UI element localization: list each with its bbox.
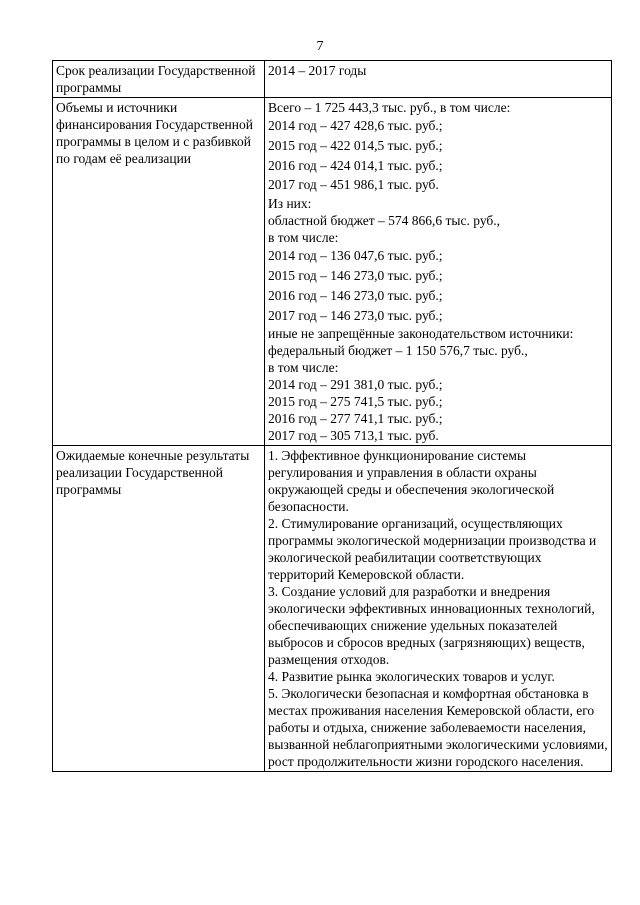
regional-incl-label: в том числе: [268, 230, 339, 246]
expected-result-item: 5. Экологически безопасная и комфортная обстановка в местах проживания населения Кемеровской области, его работы и отдыха, снижение заболеваемости населения, вызванной неблагоприятными экологическими условиями, рост продолжительности жизни городского населения. [268, 686, 608, 770]
table-row [53, 446, 612, 772]
row-label-period: Срок реализации Государственной программы [53, 61, 265, 98]
funding-year-line: 2015 год – 422 014,5 тыс. руб.; [268, 137, 443, 153]
table-row [53, 98, 612, 446]
regional-year-line: 2017 год – 146 273,0 тыс. руб.; [268, 307, 443, 323]
funding-year-line: 2017 год – 451 986,1 тыс. руб. [268, 177, 439, 193]
federal-year-line: 2014 год – 291 381,0 тыс. руб.; [268, 377, 443, 393]
federal-incl-label: в том числе: [268, 360, 339, 376]
results-cell [265, 446, 612, 772]
federal-budget-total: федеральный бюджет – 1 150 576,7 тыс. руб., [268, 343, 528, 359]
federal-year-line: 2016 год – 277 741,1 тыс. руб.; [268, 411, 443, 427]
funding-year-line: 2014 год – 427 428,6 тыс. руб.; [268, 118, 443, 133]
expected-result-item: 4. Развитие рынка экологических товаров и услуг. [268, 669, 555, 685]
regional-year-line: 2016 год – 146 273,0 тыс. руб.; [268, 287, 443, 303]
federal-year-line: 2017 год – 305 713,1 тыс. руб. [268, 428, 439, 444]
federal-year-line: 2015 год – 275 741,5 тыс. руб.; [268, 394, 443, 410]
funding-of-which: Из них: [268, 196, 312, 212]
row-label-results: Ожидаемые конечные результаты реализации Государственной программы [53, 446, 265, 772]
regional-year-line: 2015 год – 146 273,0 тыс. руб.; [268, 267, 443, 283]
regional-budget-total: областной бюджет – 574 866,6 тыс. руб., [268, 213, 501, 229]
funding-total: Всего – 1 725 443,3 тыс. руб., в том числе: [268, 100, 511, 115]
page-number: 7 [316, 39, 324, 54]
expected-result-item: 1. Эффективное функционирование системы регулирования и управления в области охраны окружающей среды и обеспечения экологической безопасности. [268, 448, 555, 515]
other-sources-label: иные не запрещённые законодательством источники: [268, 326, 574, 342]
row-value-period: 2014 – 2017 годы [265, 61, 612, 98]
funding-year-line: 2016 год – 424 014,1 тыс. руб.; [268, 157, 443, 173]
table-row [53, 61, 612, 98]
expected-result-item: 2. Стимулирование организаций, осуществляющих программы экологической модернизации производства и экологической реабилитации соответствующих территорий Кемеровской области. [268, 516, 597, 583]
regional-year-line: 2014 год – 136 047,6 тыс. руб.; [268, 248, 443, 264]
funding-cell [265, 98, 612, 446]
program-passport-table [52, 60, 612, 772]
row-label-funding: Объемы и источники финансирования Государственной программы в целом и с разбивкой по годам её реализации [53, 98, 265, 446]
expected-result-item: 3. Создание условий для разработки и внедрения экологически эффективных инновационных технологий, обеспечивающих снижение удельных показателей выбросов и сбросов вредных (загрязняющих) веществ, размещения отходов. [268, 584, 595, 668]
